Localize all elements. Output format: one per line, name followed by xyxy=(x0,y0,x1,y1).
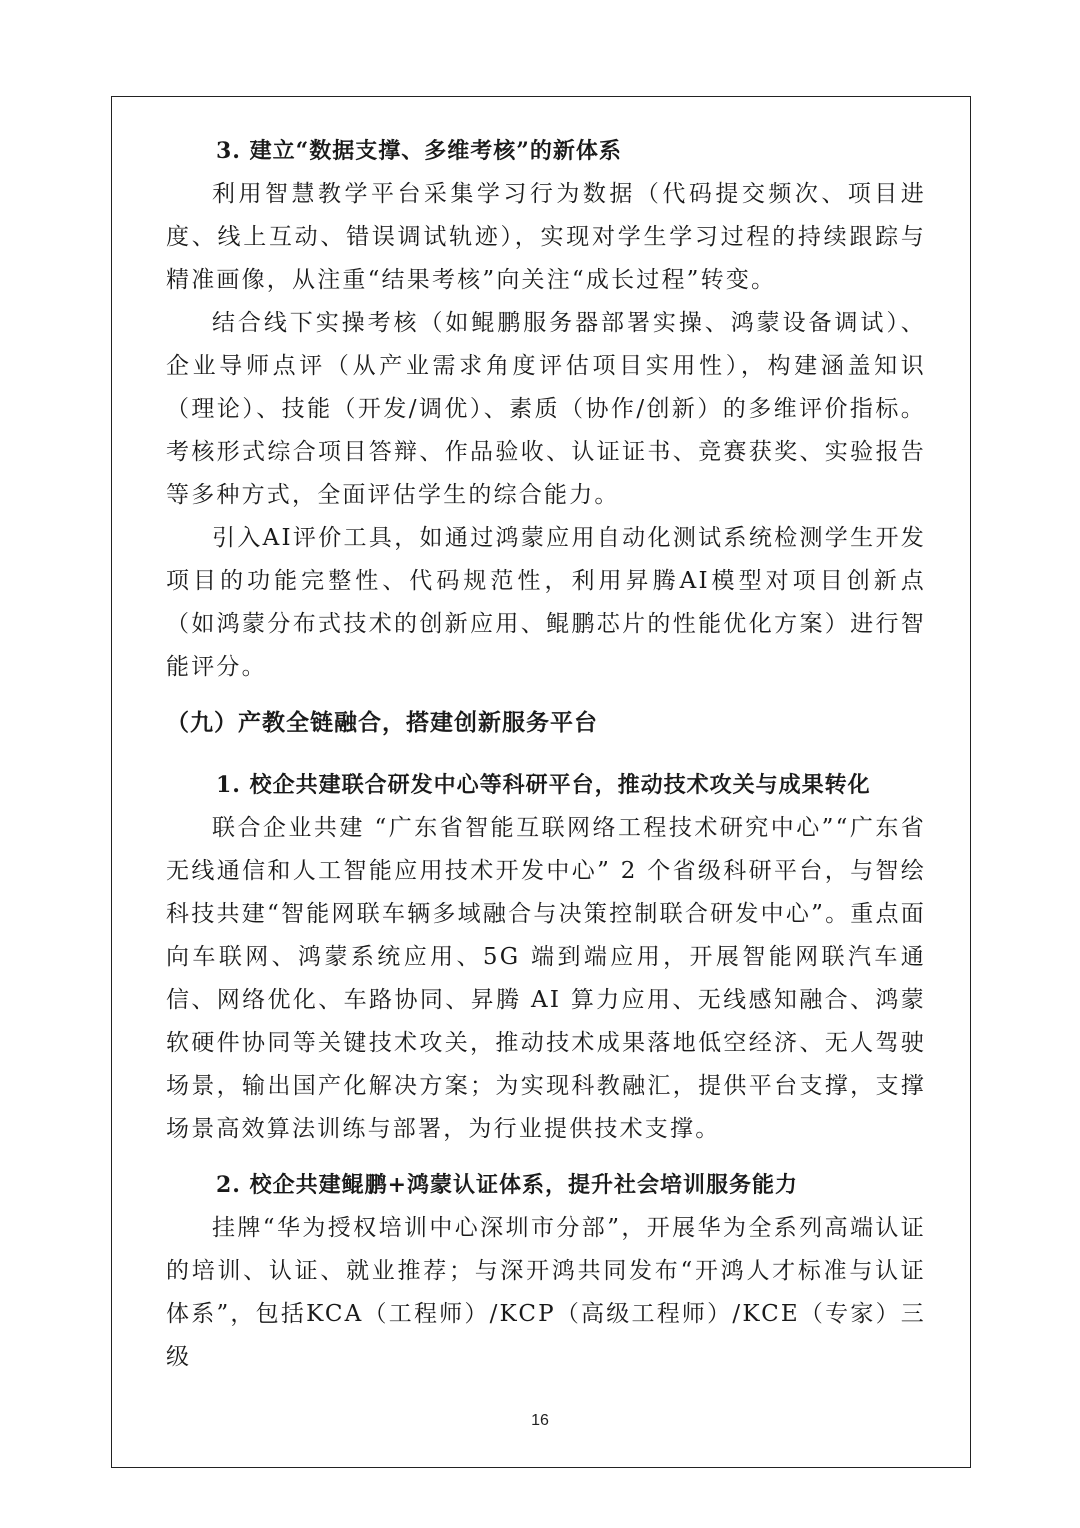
paragraph-ai-evaluation: 引入AI评价工具，如通过鸿蒙应用自动化测试系统检测学生开发项目的功能完整性、代码规范性，利用昇腾AI模型对项目创新点（如鸿蒙分布式技术的创新应用、鲲鹏芯片的性能优化方案）进行智能评分。 xyxy=(166,525,926,680)
heading-section-nine: （九）产教全链融合，搭建创新服务平台 xyxy=(166,709,598,736)
document-body xyxy=(166,128,926,1379)
heading-certification: 2. 校企共建鲲鹏+鸿蒙认证体系，提升社会培训服务能力 xyxy=(216,1172,799,1198)
paragraph-learning-data: 利用智慧教学平台采集学习行为数据（代码提交频次、项目进度、线上互动、错误调试轨迹），实现对学生学习过程的持续跟踪与精准画像，从注重“结果考核”向关注“成长过程”转变。 xyxy=(166,181,926,293)
paragraph-multi-evaluation: 结合线下实操考核（如鲲鹏服务器部署实操、鸿蒙设备调试）、企业导师点评（从产业需求角度评估项目实用性），构建涵盖知识（理论）、技能（开发/调优）、素质（协作/创新）的多维评价指标。考核形式综合项目答辩、作品验收、认证证书、竞赛获奖、实验报告等多种方式，全面评估学生的综合能力。 xyxy=(166,310,926,508)
paragraph-training-center: 挂牌“华为授权培训中心深圳市分部”，开展华为全系列高端认证的培训、认证、就业推荐；与深开鸿共同发布“开鸿人才标准与认证体系”，包括KCA（工程师）/KCP（高级工程师）/KCE（专家）三级 xyxy=(166,1215,926,1370)
paragraph-research-platforms: 联合企业共建 “广东省智能互联网络工程技术研究中心”“广东省无线通信和人工智能应用技术开发中心” 2 个省级科研平台，与智绘科技共建“智能网联车辆多域融合与决策控制联合研发中心”。重点面向车联网、鸿蒙系统应用、5G 端到端应用，开展智能网联汽车通信、网络优化、车路协同、昇腾 AI 算力应用、无线感知融合、鸿蒙软硬件协同等关键技术攻关，推动技术成果落地低空经济、无人驾驶场景，输出国产化解决方案；为实现科教融汇，提供平台支撑，支撑场景高效算法训练与部署，为行业提供技术支撑。 xyxy=(166,815,926,1142)
heading-rd-center: 1. 校企共建联合研发中心等科研平台，推动技术攻关与成果转化 xyxy=(216,772,871,798)
heading-data-system: 3. 建立“数据支撑、多维考核”的新体系 xyxy=(216,138,622,164)
page-number: 16 xyxy=(531,1412,549,1429)
